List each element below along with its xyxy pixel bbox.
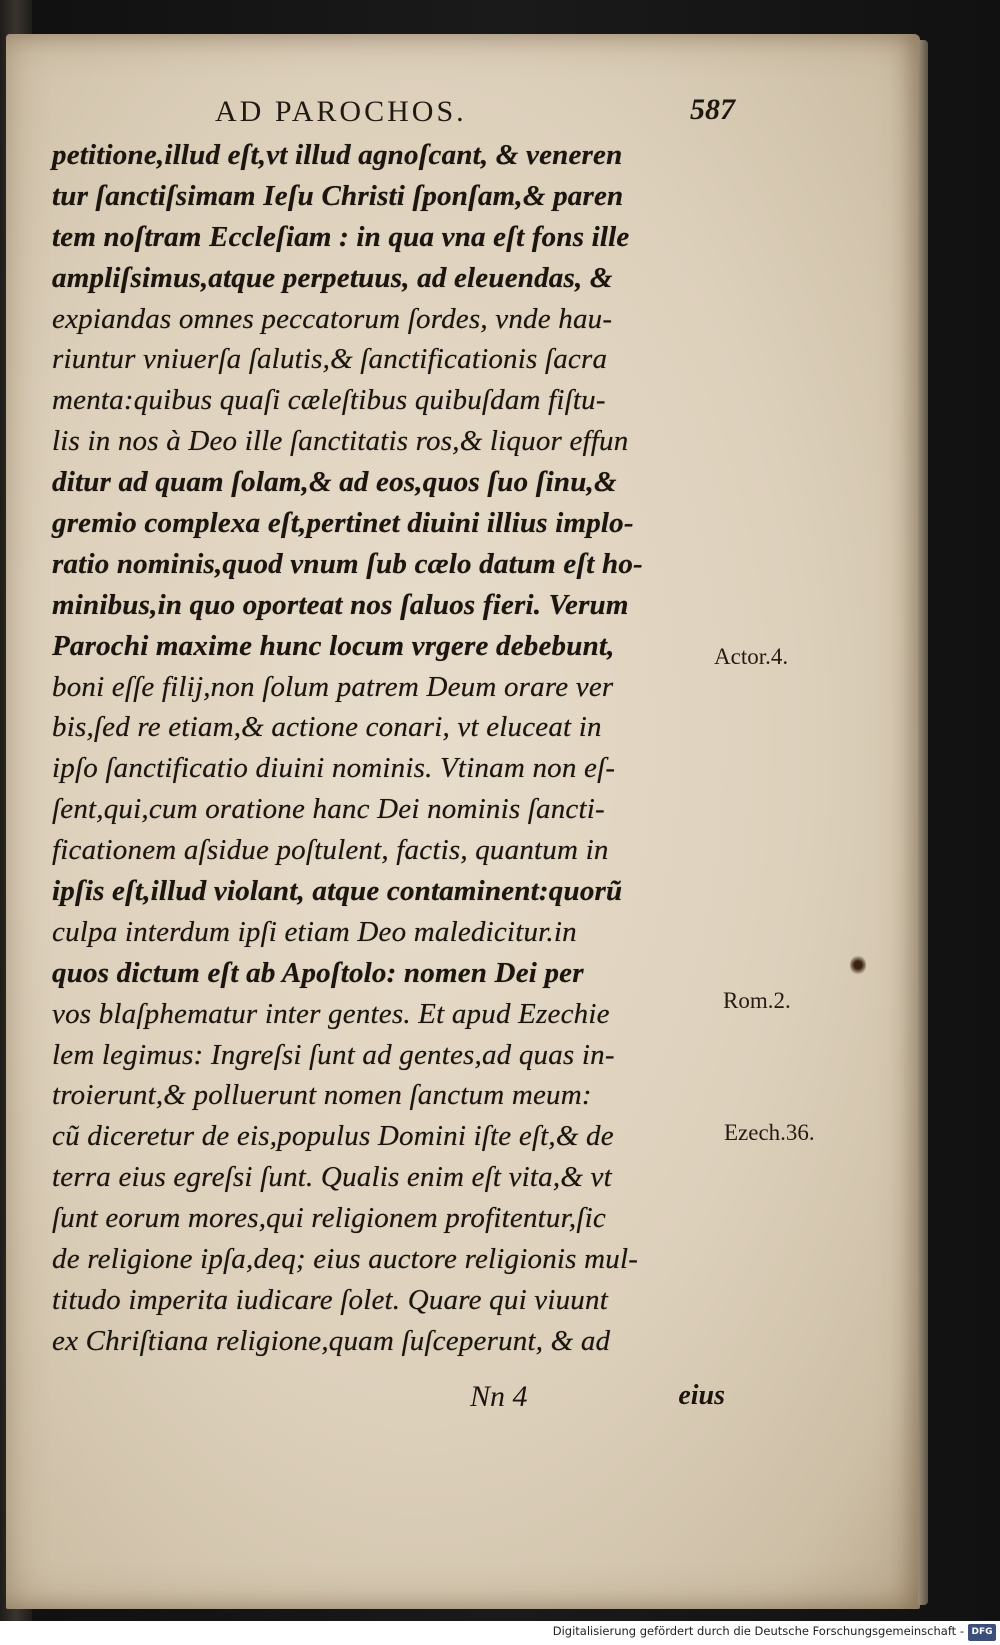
text-line: terra eius egreſsi ſunt. Qualis enim eſt vita,& vt xyxy=(52,1161,612,1194)
text-line: ipſo ſanctificatio diuini nominis. Vtinam non eſ- xyxy=(52,752,616,785)
text-line: troierunt,& polluerunt nomen ſanctum meum: xyxy=(52,1079,592,1112)
text-line: expiandas omnes peccatorum ſordes, vnde hau- xyxy=(52,302,613,335)
margin-note-rom: Rom.2. xyxy=(723,988,791,1013)
text-line: ditur ad quam ſolam,& ad eos,quos ſuo ſinu,& xyxy=(52,466,617,499)
text-line: ratio nominis,quod vnum ſub cælo datum eſt ho- xyxy=(52,547,643,580)
text-line: titudo imperita iudicare ſolet. Quare qui viuunt xyxy=(52,1283,608,1316)
text-line: lem legimus: Ingreſsi ſunt ad gentes,ad quas in- xyxy=(52,1038,615,1071)
text-line: tem noſtram Eccleſiam : in qua vna eſt fons ille xyxy=(52,220,630,253)
text-line: quos dictum eſt ab Apoſtolo: nomen Dei per xyxy=(52,956,584,989)
text-line: ſent,qui,cum oratione hanc Dei nominis ſancti- xyxy=(52,793,605,826)
running-head-title: AD PAROCHOS. xyxy=(215,95,467,128)
text-line: bis,ſed re etiam,& actione conari, vt eluceat in xyxy=(52,711,602,744)
text-line: ipſis eſt,illud violant, atque contaminent:quorũ xyxy=(52,875,623,908)
text-line: cũ diceretur de eis,populus Domini iſte eſt,& de xyxy=(52,1120,614,1153)
page-edge xyxy=(918,40,928,1605)
text-line: menta:quibus quaſi cæleſtibus quibuſdam fiſtu- xyxy=(52,384,606,417)
text-line: Parochi maxime hunc locum vrgere debebunt, xyxy=(52,629,615,662)
page-footer-line xyxy=(470,1380,725,1424)
text-line: lis in nos à Deo ille ſanctitatis ros,& liquor effun xyxy=(52,425,629,458)
margin-note-actor: Actor.4. xyxy=(714,644,789,669)
text-line: vos blaſphematur inter gentes. Et apud Ezechie xyxy=(52,997,610,1030)
ink-stain xyxy=(850,955,866,975)
signature-mark: Nn 4 xyxy=(470,1380,528,1413)
text-line: culpa interdum ipſi etiam Deo maledicitur.in xyxy=(52,915,577,948)
text-line: petitione,illud eſt,vt illud agnoſcant, & veneren xyxy=(52,139,623,171)
text-line: gremio complexa eſt,pertinet diuini illius implo- xyxy=(52,507,634,540)
margin-note-ezech: Ezech.36. xyxy=(724,1120,815,1145)
text-line: de religione ipſa,deq; eius auctore religionis mul- xyxy=(52,1243,639,1276)
text-line: riuntur vniuerſa ſalutis,& ſanctificationis ſacra xyxy=(52,343,608,376)
running-head xyxy=(215,95,735,135)
text-line: ampliſsimus,atque perpetuus, ad eleuendas, & xyxy=(52,261,613,294)
text-line: minibus,in quo oporteat nos ſaluos fieri. Verum xyxy=(52,588,629,621)
text-line: ex Chriſtiana religione,quam ſuſceperunt, & ad xyxy=(52,1324,611,1357)
body-text xyxy=(52,135,722,1362)
text-line: tur ſanctiſsimam Ieſu Christi ſponſam,& paren xyxy=(52,179,624,212)
credit-bar xyxy=(0,1621,1000,1645)
text-line: ſunt eorum mores,qui religionem profitentur,ſic xyxy=(52,1202,606,1235)
dfg-logo-icon: DFG xyxy=(968,1624,996,1641)
text-line: boni eſſe filij,non ſolum patrem Deum orare ver xyxy=(52,670,614,703)
catchword: eius xyxy=(678,1380,725,1411)
page-number: 587 xyxy=(690,93,735,126)
text-line: ficationem aſsidue poſtulent, factis, quantum in xyxy=(52,834,609,867)
credit-text: Digitalisierung gefördert durch die Deutsche Forschungsgemeinschaft - xyxy=(552,1624,964,1638)
